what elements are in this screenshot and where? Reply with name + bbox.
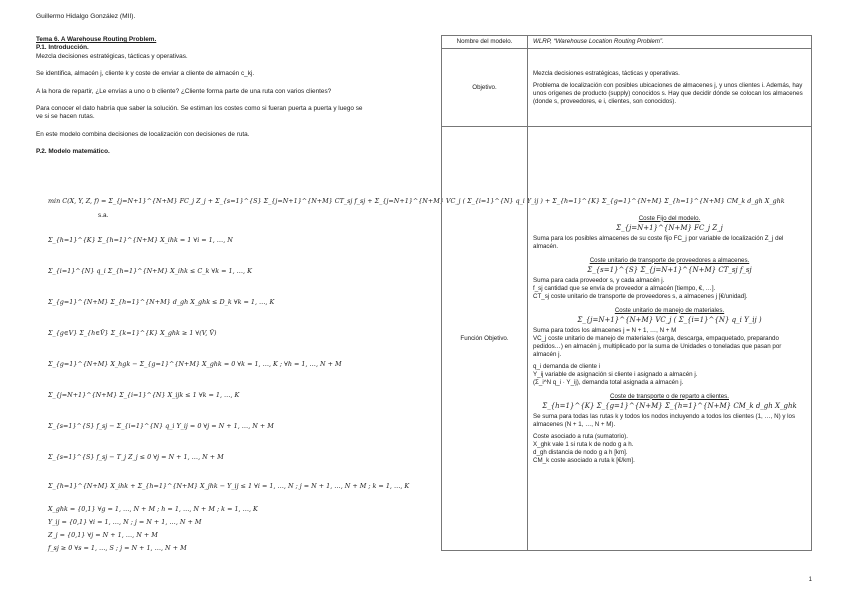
author-line: Guillermo Hidalgo González (MII). (36, 13, 136, 20)
table-row (442, 127, 812, 551)
transport-cost-formula: Σ_{s=1}^{S} Σ_{j=N+1}^{N+M} CT_sj f_sj (587, 265, 752, 274)
constraint-1: Σ_{h=1}^{K} Σ_{h=1}^{N+M} X_ihk = 1 ∀i = 1, …, N (48, 236, 233, 244)
intro-heading: P.1. Introducción. (36, 44, 89, 52)
constraint-7: Σ_{s=1}^{S} f_sj − Σ_{i=1}^{N} q_i Y_ij = 0 ∀j = N + 1, …, N + M (48, 422, 274, 430)
delivery-cost-formula: Σ_{h=1}^{K} Σ_{g=1}^{N+M} Σ_{h=1}^{N+M} CM_k d_gh X_ghk (542, 401, 797, 410)
row-value-objective-function: Coste Fijo del modelo. Σ_{j=N+1}^{N+M} FC_j Z_j Suma para los posibles almacenes de su coste fijo FC_j por variable de localización Z_j del almacén. Coste unitario de transporte de proveedores a almacenes. Σ_{s=1}^{S} Σ_{j=N+1}^{N+M} CT_sj f_sj Suma para cada proveedor s, y cada almacén j. f_sj cantidad que se envía de proveedor a almacén [tiempo, €, …]. CT_sj coste unitario de transporte de proveedores s, a almacenes j [€/unidad]. Coste unitario de manejo de materiales. Σ_{j=N+1}^{N+M} VC_j ( Σ_{i=1}^{N} q_i Y_ij ) Suma para todos los almacenes j = N + 1, …, N + M VC_j coste unitario de manejo de materiales (carga, descarga, empaquetado, preparando pedidos…) en almacén j, multiplicado por la suma de Unidades o toneladas que pasan por almacén j. q_i demanda de cliente i Y_ij variable de asignación si cliente i asignado a almacén j. (Σ_i^N q_i · Y_ij), demanda total asignada a almacén j. Coste de transporte o de reparto a clientes. Σ_{h=1}^{K} Σ_{g=1}^{N+M} Σ_{h=1}^{N+M} CM_k d_gh X_ghk Se suma para todas las rutas k y todos los nodos incluyendo a todos los clientes (1, …, N) y los almacenes (N + 1, …, N + M). Coste asociado a ruta (sumatorio). X_ghk vale 1 si ruta k de nodo g a h. d_gh distancia de nodo g a h [km]. CM_k coste asociado a ruta k [€/km]. (528, 127, 812, 551)
constraint-10: X_ghk = {0,1} ∀g = 1, …, N + M ; h = 1, …, N + M ; k = 1, …, K (48, 505, 258, 513)
intro-paragraph-5: En este modelo combina decisiones de localización con decisiones de ruta. (36, 130, 250, 138)
intro-paragraph-2: Se identifica, almacén j, cliente k y coste de enviar a cliente de almacén c_kj. (36, 70, 255, 78)
row-label-objective: Objetivo. (442, 49, 528, 127)
constraint-8: Σ_{s=1}^{S} f_sj − T_j Z_j ≤ 0 ∀j = N + 1, …, N + M (48, 453, 224, 461)
model-heading: P.2. Modelo matemático. (36, 148, 110, 156)
row-value-objective: Mezcla decisiones estratégicas, tácticas y operativas. Problema de localización con posibles ubicaciones de almacenes j, y unos clientes i. Además, hay unos orígenes de producto (supply) conocidos s. Hay que decidir dónde se colocan los almacenes (donde s, proveedores, e i, clientes, son conocidos). (528, 49, 812, 127)
left-column (36, 36, 416, 157)
constraint-3: Σ_{g=1}^{N+M} Σ_{h=1}^{N+M} d_gh X_ghk ≤ D_k ∀k = 1, …, K (48, 298, 275, 306)
topic-title: Tema 6. A Warehouse Routing Problem. (36, 36, 157, 43)
row-label-model-name: Nombre del modelo. (442, 36, 528, 49)
table-row (442, 36, 812, 49)
constraint-11: Y_ij = {0,1} ∀i = 1, …, N ; j = N + 1, …, N + M (48, 518, 202, 526)
constraint-5: Σ_{g=1}^{N+M} X_hgk − Σ_{g=1}^{N+M} X_ghk = 0 ∀k = 1, …, K ; ∀h = 1, …, N + M (48, 360, 342, 368)
handling-cost-formula: Σ_{j=N+1}^{N+M} VC_j ( Σ_{i=1}^{N} q_i Y_ij ) (577, 315, 762, 324)
intro-paragraph-1: Mezcla decisiones estratégicas, tácticas y operativas. (36, 52, 188, 60)
row-value-model-name: WLRP, “Warehouse Location Routing Problem”. (528, 36, 812, 49)
fixed-cost-formula: Σ_{j=N+1}^{N+M} FC_j Z_j (616, 223, 723, 232)
row-label-objective-function: Función Objetivo. (442, 127, 528, 551)
model-summary-table (441, 35, 812, 551)
fixed-cost-title: Coste Fijo del modelo. (638, 214, 701, 222)
objective-function: min C(X, Y, Z, f) = Σ_{j=N+1}^{N+M} FC_j Z_j + Σ_{s=1}^{S} Σ_{j=N+1}^{N+M} CT_sj f_sj + Σ_{j=N+1}^{N+M} VC_j ( Σ_{i=1}^{N} q_i Y_ij ) + Σ_{h=1}^{K} Σ_{g=1}^{N+M} Σ_{h=1}^{N+M} CM_k d_gh X_ghk (48, 197, 785, 205)
delivery-cost-title: Coste de transporte o de reparto a clientes. (609, 392, 729, 400)
handling-cost-title: Coste unitario de manejo de materiales. (614, 306, 725, 314)
constraint-13: f_sj ≥ 0 ∀s = 1, …, S ; j = N + 1, …, N + M (48, 544, 187, 552)
page-number: 1 (808, 577, 812, 583)
constraint-12: Z_j = {0,1} ∀j = N + 1, …, N + M (48, 531, 158, 539)
intro-paragraph-4a: Para conocer el dato habría que saber la solución. Se estiman los costes como si fueran puerta a puerta y luego se (36, 105, 363, 113)
constraint-2: Σ_{i=1}^{N} q_i Σ_{h=1}^{N+M} X_ihk ≤ C_k ∀k = 1, …, K (48, 267, 252, 275)
transport-cost-title: Coste unitario de transporte de proveedores a almacenes. (589, 256, 750, 264)
intro-paragraph-3: A la hora de repartir, ¿Le envías a uno o b cliente? ¿Cliente forma parte de una ruta con varios clientes? (36, 87, 332, 95)
subject-to-label: s.a. (98, 212, 109, 219)
constraint-4: Σ_{g∈V} Σ_{h∈V̄} Σ_{k=1}^{K} X_ghk ≥ 1 ∀(V, V̄) (48, 329, 217, 337)
constraint-9: Σ_{h=1}^{N+M} X_ihk + Σ_{h=1}^{N+M} X_jhk − Y_ij ≤ 1 ∀i = 1, …, N ; j = N + 1, …, N + M ; k = 1, …, K (48, 482, 410, 490)
table-row (442, 49, 812, 127)
constraint-6: Σ_{j=N+1}^{N+M} Σ_{i=1}^{N} X_ijk ≤ 1 ∀k = 1, …, K (48, 391, 240, 399)
intro-paragraph-4b: ve si se hacen rutas. (36, 113, 95, 121)
